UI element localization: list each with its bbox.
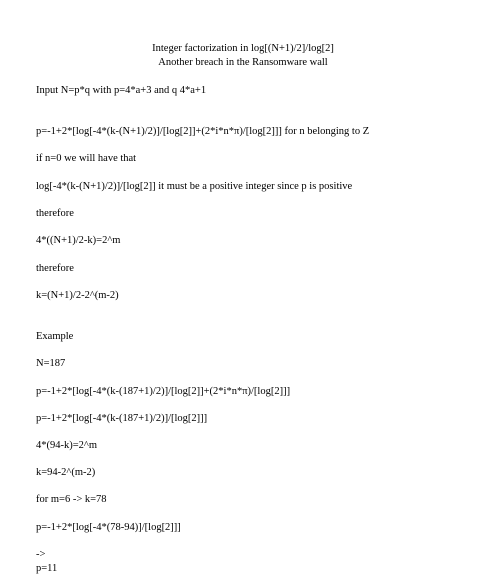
text-line-arrow: ->	[36, 549, 46, 560]
text-line-example-heading: Example	[36, 331, 74, 342]
text-line-example-m: for m=6 -> k=78	[36, 494, 107, 505]
text-line-therefore-2: therefore	[36, 263, 74, 274]
text-line-example-substitution: p=-1+2*[log[-4*(78-94)]/[log[2]]]	[36, 522, 181, 533]
text-line-input: Input N=p*q with p=4*a+3 and q 4*a+1	[36, 85, 207, 96]
text-line-result: p=11	[36, 563, 58, 574]
text-line-example-formula-n0: p=-1+2*[log[-4*(k-(187+1)/2)]/[log[2]]]	[36, 413, 208, 424]
text-line-power-equation: 4*((N+1)/2-k)=2^m	[36, 235, 121, 246]
document-title: Integer factorization in log[(N+1)/2]/log[2]	[152, 43, 334, 54]
text-line-log-statement: log[-4*(k-(N+1)/2)]/[log[2]] it must be a positive integer since p is positive	[36, 181, 353, 192]
text-line-example-power: 4*(94-k)=2^m	[36, 440, 98, 451]
document-subtitle: Another breach in the Ransomware wall	[158, 57, 328, 68]
text-line-therefore-1: therefore	[36, 208, 74, 219]
text-line-example-formula-full: p=-1+2*[log[-4*(k-(187+1)/2)]/[log[2]]+(2*i*n*π)/[log[2]]]	[36, 386, 291, 397]
text-line-example-k: k=94-2^(m-2)	[36, 467, 96, 478]
text-line-example-n: N=187	[36, 358, 66, 369]
text-line-condition: if n=0 we will have that	[36, 153, 137, 164]
text-line-k-formula: k=(N+1)/2-2^(m-2)	[36, 290, 119, 301]
text-line-formula: p=-1+2*[log[-4*(k-(N+1)/2)]/[log[2]]+(2*i*n*π)/[log[2]]] for n belonging to Z	[36, 126, 370, 137]
